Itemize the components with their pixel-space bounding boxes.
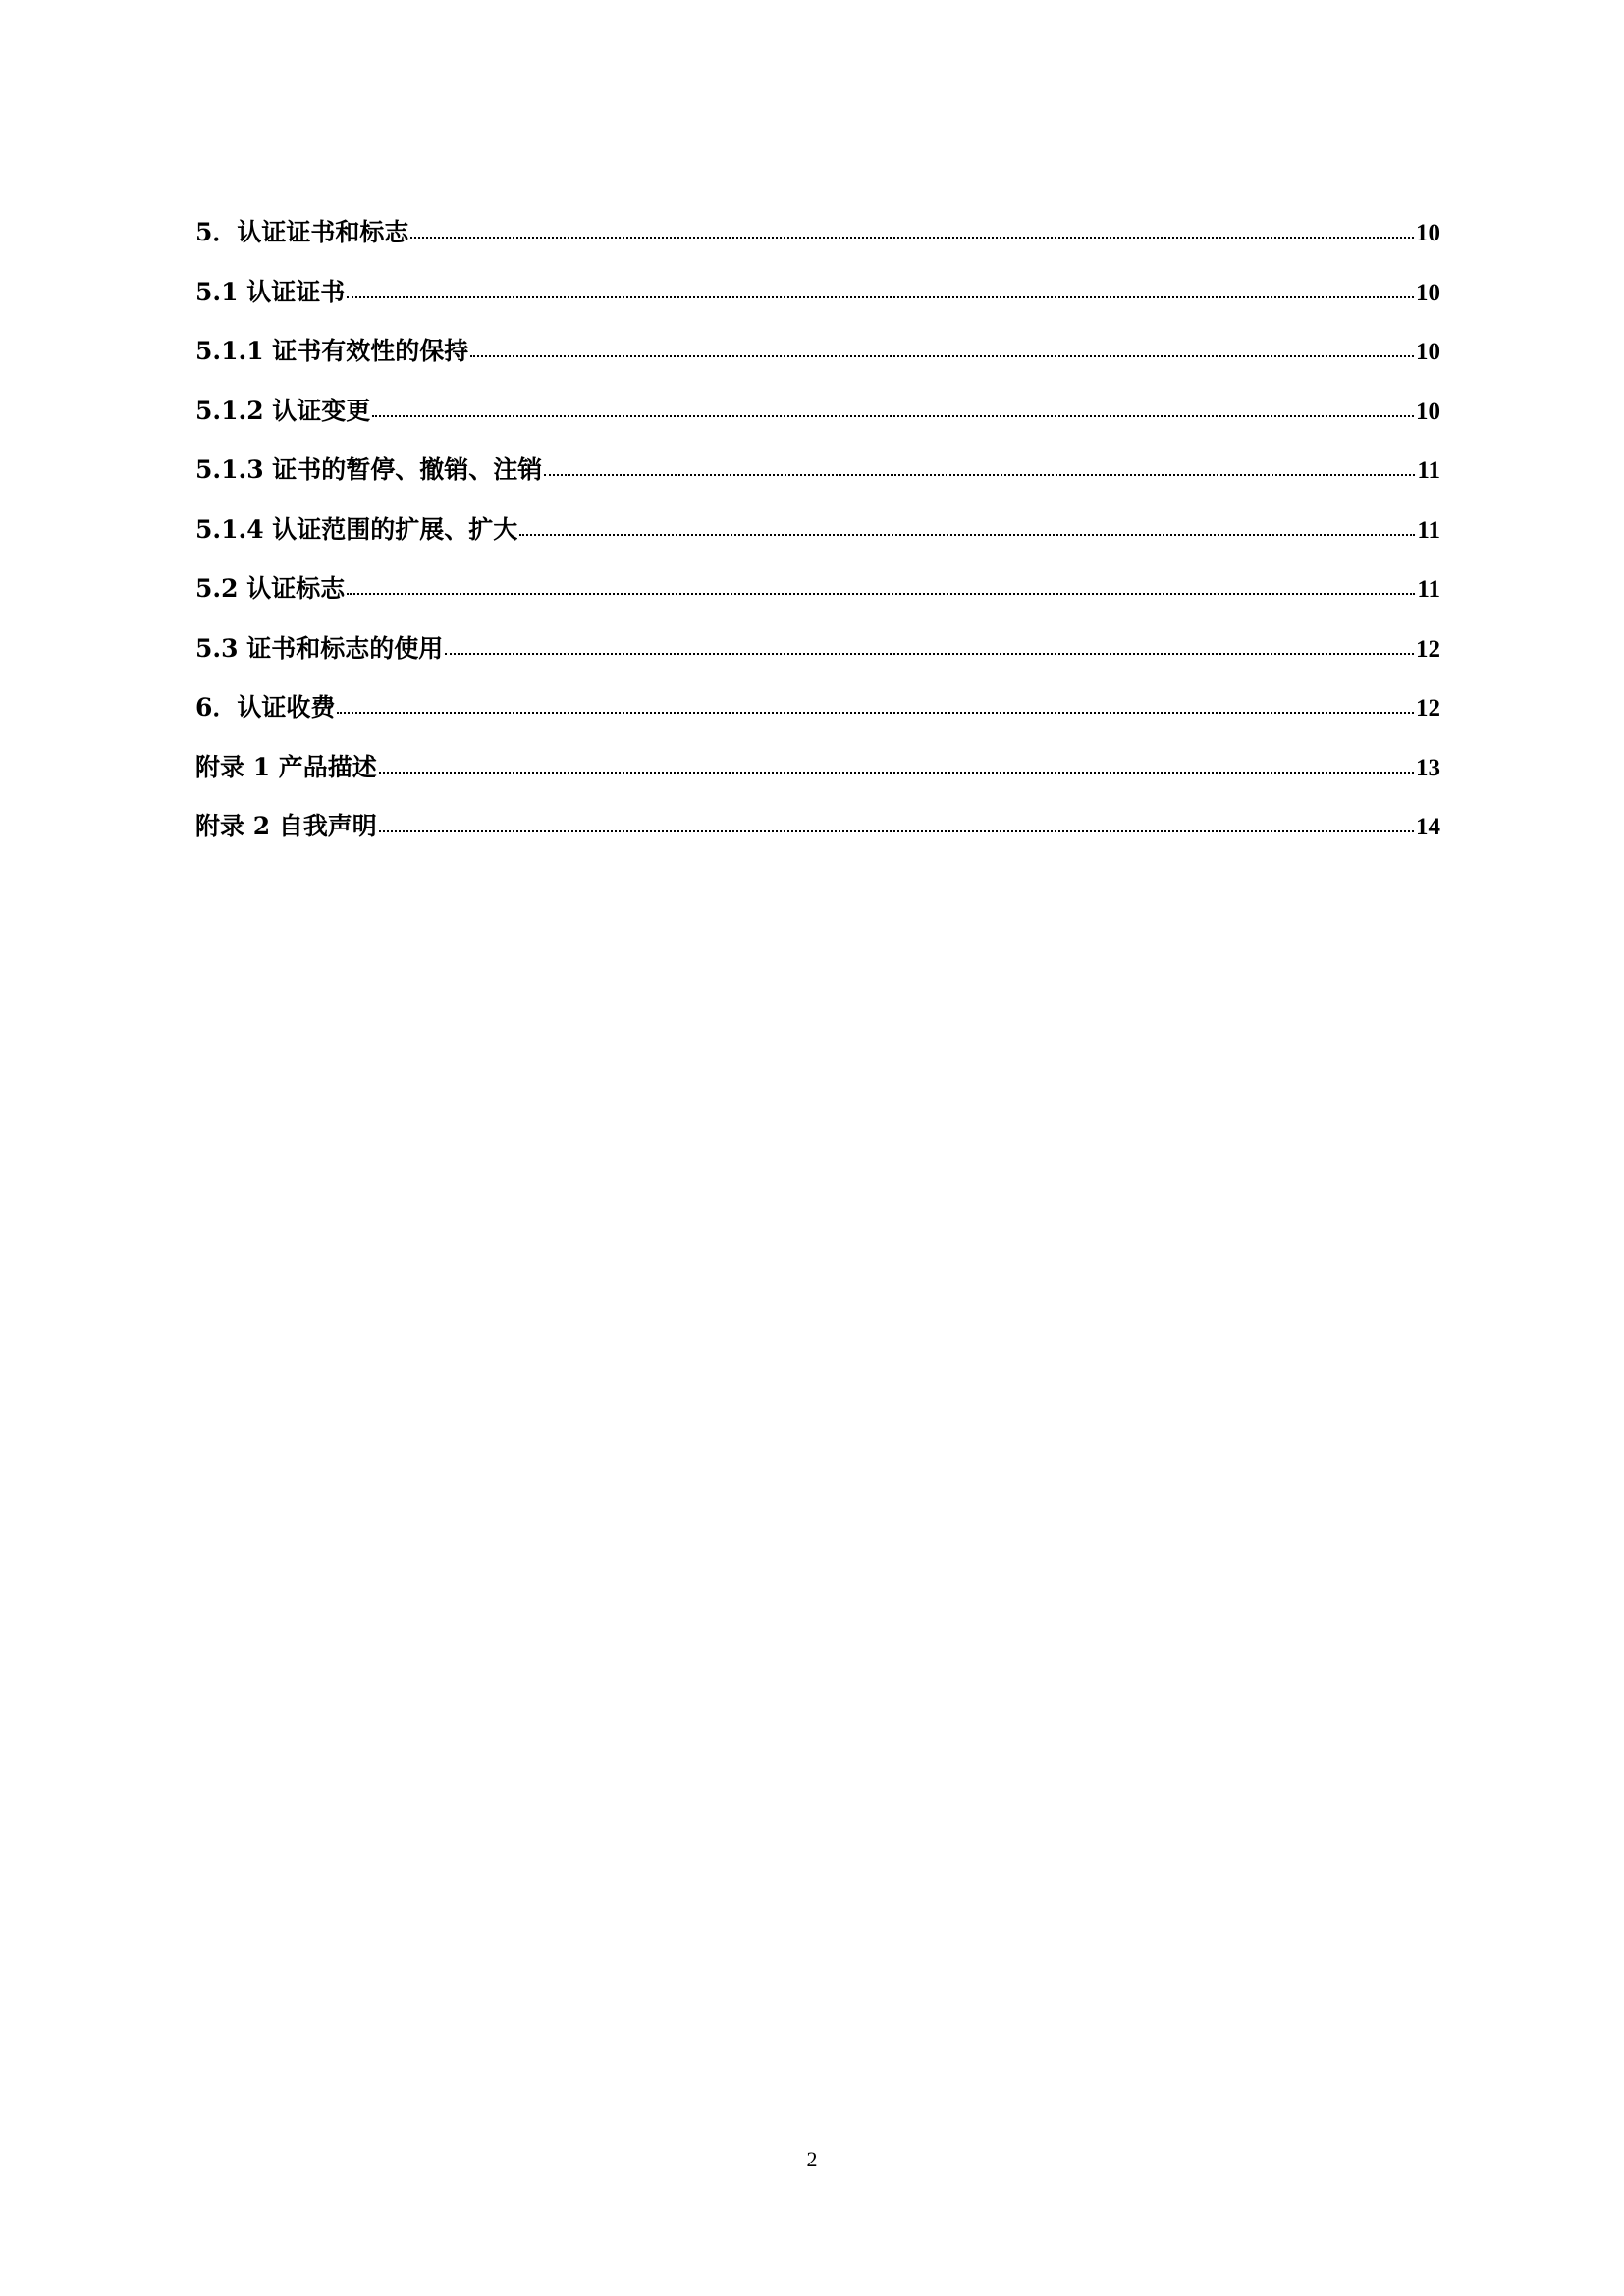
toc-dot-leader bbox=[470, 355, 1414, 357]
toc-entry-page: 12 bbox=[1416, 635, 1440, 663]
toc-entry-label: 附录 1 产品描述 bbox=[195, 752, 377, 781]
toc-entry[interactable] bbox=[195, 574, 1440, 634]
toc-entry-page: 11 bbox=[1417, 457, 1440, 484]
toc-entry-label: 5.3 证书和标志的使用 bbox=[195, 633, 444, 663]
toc-entry-label: 5.1.3 证书的暂停、撤销、注销 bbox=[195, 455, 543, 484]
toc-dot-leader bbox=[379, 830, 1414, 832]
toc-entry-page: 11 bbox=[1417, 576, 1440, 603]
toc-dot-leader bbox=[337, 712, 1414, 714]
toc-entry-label: 5.1.1 证书有效性的保持 bbox=[195, 337, 469, 365]
toc-entry[interactable] bbox=[195, 397, 1440, 456]
toc-dot-leader bbox=[379, 772, 1414, 774]
table-of-contents bbox=[195, 218, 1440, 872]
toc-entry-page: 10 bbox=[1416, 220, 1440, 246]
toc-entry[interactable] bbox=[195, 693, 1440, 753]
toc-entry[interactable] bbox=[195, 515, 1440, 575]
toc-entry-page: 10 bbox=[1416, 339, 1440, 365]
toc-entry-label: 5.1.2 认证变更 bbox=[195, 396, 371, 425]
toc-dot-leader bbox=[519, 534, 1415, 536]
toc-entry[interactable] bbox=[195, 753, 1440, 813]
toc-entry[interactable] bbox=[195, 634, 1440, 694]
toc-entry[interactable] bbox=[195, 337, 1440, 397]
toc-entry-page: 10 bbox=[1416, 279, 1440, 306]
toc-entry-label: 5．认证证书和标志 bbox=[195, 218, 409, 246]
toc-dot-leader bbox=[372, 415, 1414, 417]
toc-entry-page: 11 bbox=[1417, 516, 1440, 544]
toc-dot-leader bbox=[347, 296, 1414, 298]
toc-entry[interactable] bbox=[195, 455, 1440, 515]
toc-entry[interactable] bbox=[195, 278, 1440, 338]
toc-entry[interactable] bbox=[195, 218, 1440, 278]
toc-dot-leader bbox=[445, 653, 1414, 655]
toc-entry-label: 附录 2 自我声明 bbox=[195, 812, 377, 840]
toc-dot-leader bbox=[544, 474, 1415, 476]
toc-dot-leader bbox=[410, 237, 1414, 239]
toc-dot-leader bbox=[347, 593, 1415, 595]
toc-entry-label: 5.1 认证证书 bbox=[195, 277, 346, 306]
toc-entry-label: 5.1.4 认证范围的扩展、扩大 bbox=[195, 514, 518, 544]
toc-entry-page: 10 bbox=[1416, 398, 1440, 425]
toc-entry-label: 6．认证收费 bbox=[195, 693, 336, 721]
page-number: 2 bbox=[806, 2147, 818, 2171]
toc-entry-page: 13 bbox=[1416, 754, 1440, 781]
toc-entry-page: 12 bbox=[1416, 695, 1440, 721]
toc-entry-page: 14 bbox=[1416, 814, 1440, 840]
toc-entry[interactable] bbox=[195, 812, 1440, 872]
toc-entry-label: 5.2 认证标志 bbox=[195, 574, 346, 603]
